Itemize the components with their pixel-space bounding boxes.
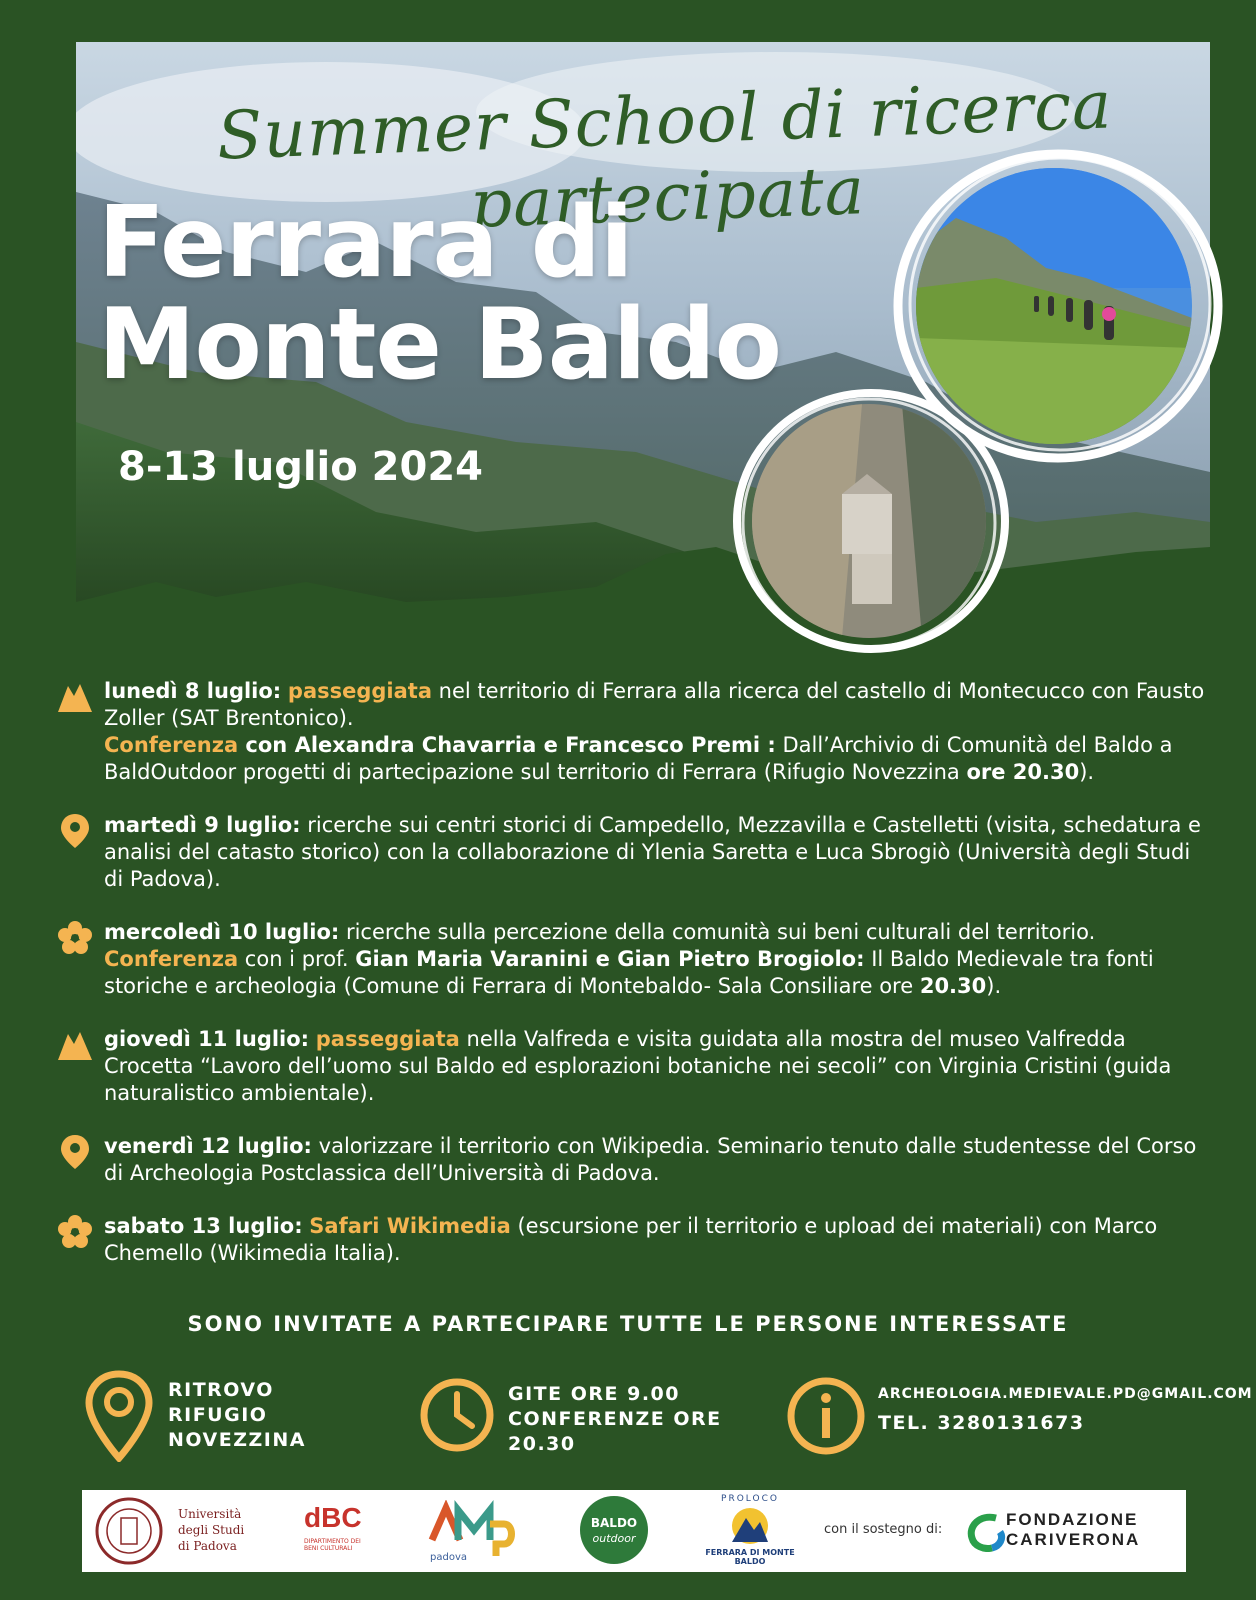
program-day: venerdì 12 luglio: <box>104 1134 312 1158</box>
location-pin-icon <box>56 1133 94 1171</box>
program-list <box>56 678 1206 1293</box>
conference-label: Conferenza <box>104 733 239 757</box>
program-text: valorizzare il territorio con Wikipedia. Seminario tenuto dalle studentesse del Corso di Archeologia Postclassica dell’Università di Padova. <box>104 1134 1197 1185</box>
program-item-3 <box>56 919 1206 1000</box>
meeting-label: RITROVO <box>168 1379 274 1401</box>
program-highlight: passeggiata <box>287 679 432 703</box>
proloco-mountain-icon <box>730 1506 770 1546</box>
conference-label: Conferenza <box>104 947 239 971</box>
flower-icon <box>56 919 94 957</box>
program-text: (escursione per il territorio e upload dei materiali) con Marco Chemello (Wikimedia Italia). <box>104 1214 1158 1265</box>
contact-email[interactable]: ARCHEOLOGIA.MEDIEVALE.PD@GMAIL.COM <box>878 1386 1253 1402</box>
support-label-box <box>824 1490 954 1572</box>
cariverona-text: CARIVERONA <box>1006 1530 1141 1549</box>
program-text: nel territorio di Ferrara alla ricerca del castello di Montecucco con Fausto Zoller (SAT Brentonico). <box>104 679 1205 730</box>
location-pin-icon <box>84 1370 154 1462</box>
program-day: lunedì 8 luglio: <box>104 679 282 703</box>
unipd-name-1: Università <box>178 1507 242 1521</box>
program-text: nella Valfreda e visita guidata alla mostra del museo Valfredda Crocetta “Lavoro dell’uomo sul Baldo ed esplorazioni botaniche nei secoli” con Virginia Cristini (guida naturalistico ambientale). <box>104 1027 1172 1105</box>
program-day: martedì 9 luglio: <box>104 813 301 837</box>
program-item-2 <box>56 812 1206 893</box>
schedule-info <box>420 1370 780 1466</box>
conferences-time: CONFERENZE ORE 20.30 <box>508 1408 722 1455</box>
dbc-mark: dBC <box>304 1502 362 1533</box>
conference-time: ore 20.30 <box>966 760 1080 784</box>
event-dates: 8-13 luglio 2024 <box>118 444 483 490</box>
unipd-logo <box>94 1490 274 1572</box>
conference-pre: con i prof. <box>238 947 356 971</box>
event-title-line1: Ferrara di <box>98 186 633 300</box>
dbc-subtitle: DIPARTIMENTO DEI BENI CULTURALI <box>304 1538 361 1552</box>
unipd-name-3: di Padova <box>178 1539 237 1553</box>
dbc-logo <box>304 1490 374 1572</box>
meeting-place: RIFUGIO NOVEZZINA <box>168 1404 306 1451</box>
sponsor-bar <box>82 1490 1186 1572</box>
program-text: ricerche sulla percezione della comunità sui beni culturali del territorio. <box>339 920 1096 944</box>
program-highlight: Safari Wikimedia <box>309 1214 511 1238</box>
sanctuary-photo <box>752 404 986 638</box>
info-icon <box>786 1376 866 1456</box>
mountain-icon <box>56 1026 94 1064</box>
mountain-icon <box>56 678 94 716</box>
baldo-outdoor-badge <box>580 1496 648 1564</box>
amp-caption: padova <box>430 1552 467 1563</box>
contact-phone[interactable]: TEL. 3280131673 <box>878 1412 1085 1434</box>
amp-logo <box>428 1490 518 1572</box>
conference-time: 20.30 <box>919 974 987 998</box>
baldo-outdoor-logo <box>578 1490 652 1572</box>
conference-speakers: Gian Maria Varanini e Gian Pietro Brogiolo: <box>355 947 865 971</box>
conference-text: Dall’Archivio di Comunità del Baldo a BaldOutdoor progetti di partecipazione sul territorio di Ferrara (Rifugio Novezzina <box>104 733 1173 784</box>
program-item-1 <box>56 678 1206 786</box>
fondazione-text: FONDAZIONE <box>1006 1510 1139 1529</box>
program-item-5 <box>56 1133 1206 1187</box>
event-title-line2: Monte Baldo <box>98 288 781 402</box>
invitation-text: SONO INVITATE A PARTECIPARE TUTTE LE PERSONE INTERESSATE <box>187 1312 1069 1336</box>
conference-speakers: con Alexandra Chavarria e Francesco Premi : <box>238 733 776 757</box>
support-label: con il sostegno di: <box>824 1522 943 1537</box>
proloco-label: PROLOCO <box>721 1494 779 1504</box>
unipd-seal-icon <box>94 1496 164 1566</box>
program-day: sabato 13 luglio: <box>104 1214 303 1238</box>
conference-end: ). <box>1079 760 1095 784</box>
fondazione-cariverona-logo <box>966 1490 1166 1572</box>
baldo-outdoor-text-1: BALDO <box>590 1516 638 1530</box>
program-item-4 <box>56 1026 1206 1107</box>
meeting-point-info <box>84 1370 404 1466</box>
amp-mark-icon <box>428 1500 516 1556</box>
unipd-name-2: degli Studi <box>178 1523 245 1537</box>
contact-info <box>786 1370 1253 1466</box>
conference-end: ). <box>986 974 1002 998</box>
flower-icon <box>56 1213 94 1251</box>
conference-text: Il Baldo Medievale tra fonti storiche e archeologia (Comune di Ferrara di Montebaldo- Sala Consiliare ore <box>104 947 1154 998</box>
program-day: mercoledì 10 luglio: <box>104 920 340 944</box>
location-pin-icon <box>56 812 94 850</box>
clock-icon <box>420 1378 494 1452</box>
program-item-6 <box>56 1213 1206 1267</box>
program-text: ricerche sui centri storici di Campedello, Mezzavilla e Castelletti (visita, schedatura e analisi del catasto storico) con la collaborazione di Ylenia Saretta e Luca Sbrogiò (Università degli Studi di Padova). <box>104 813 1201 891</box>
program-highlight: passeggiata <box>315 1027 460 1051</box>
trips-time: GITE ORE 9.00 <box>508 1383 680 1405</box>
cariverona-mark-icon <box>966 1512 1006 1552</box>
event-title <box>98 186 781 402</box>
proloco-logo <box>704 1490 796 1572</box>
program-day: giovedì 11 luglio: <box>104 1027 310 1051</box>
script-title: Summer School di ricerca partecipata <box>215 66 1114 243</box>
hikers-photo <box>916 168 1192 444</box>
baldo-outdoor-text-2: outdoor <box>592 1532 636 1545</box>
proloco-name: FERRARA DI MONTE BALDO <box>705 1548 795 1566</box>
